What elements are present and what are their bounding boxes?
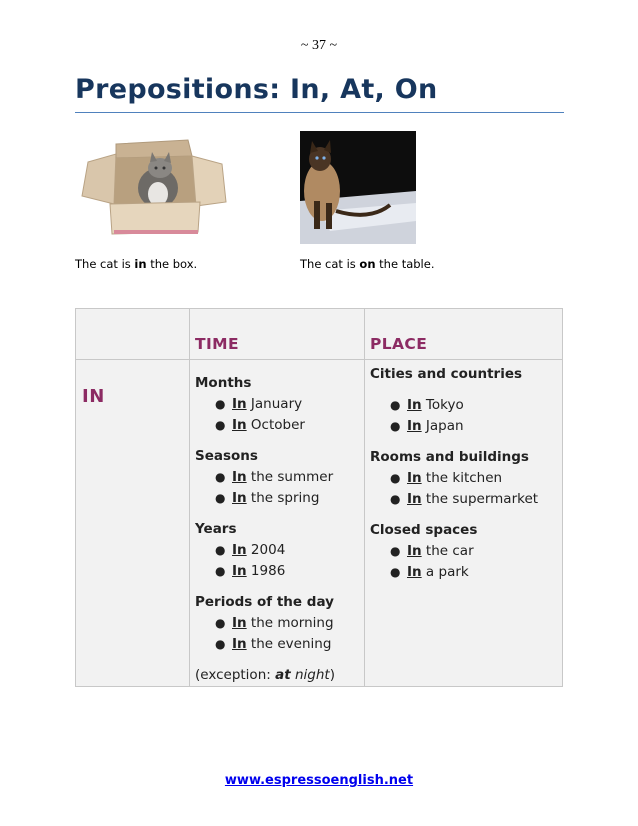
section-title: Closed spaces <box>370 522 478 538</box>
keyword: In <box>407 470 422 486</box>
section-title: Rooms and buildings <box>370 449 529 465</box>
item-text: January <box>246 396 303 412</box>
caption-text: the table. <box>375 257 435 271</box>
section-title: Seasons <box>195 448 258 464</box>
bullet-icon: ● <box>215 564 226 578</box>
item-text: the summer <box>246 469 334 485</box>
time-section-periods <box>195 592 335 655</box>
page-number: ~ 37 ~ <box>300 38 338 53</box>
column-divider <box>189 309 190 686</box>
item-text: 1986 <box>246 563 286 579</box>
item-text: October <box>246 417 305 433</box>
item-text: the morning <box>246 615 334 631</box>
time-section-seasons <box>195 446 335 509</box>
item-text: the car <box>421 543 474 559</box>
place-section-cities <box>370 364 538 437</box>
list-item <box>195 561 335 582</box>
keyword: In <box>232 615 247 631</box>
column-divider <box>364 309 365 686</box>
header-place: PLACE <box>370 335 428 353</box>
keyword: In <box>232 490 247 506</box>
place-section-closed <box>370 520 538 583</box>
list-item <box>370 541 538 562</box>
bullet-icon: ● <box>390 398 401 412</box>
header-time: TIME <box>195 335 239 353</box>
item-text: the supermarket <box>421 491 539 507</box>
list-item <box>195 634 335 655</box>
exception-note <box>195 665 335 686</box>
list-item <box>195 467 335 488</box>
caption-text: The cat is <box>300 257 360 271</box>
item-text: Tokyo <box>421 397 464 413</box>
keyword: In <box>232 396 247 412</box>
caption-text: The cat is <box>75 257 135 271</box>
bullet-icon: ● <box>215 491 226 505</box>
section-title: Months <box>195 375 252 391</box>
bullet-icon: ● <box>390 565 401 579</box>
place-column <box>370 364 538 583</box>
list-item <box>195 415 335 436</box>
caption-cat-on-table <box>300 257 434 271</box>
note-text: ) <box>329 667 335 683</box>
keyword: In <box>407 543 422 559</box>
list-item <box>370 562 538 583</box>
item-text: the kitchen <box>421 470 503 486</box>
bullet-icon: ● <box>390 419 401 433</box>
keyword: In <box>232 417 247 433</box>
bullet-icon: ● <box>390 471 401 485</box>
page-title: Prepositions: In, At, On <box>75 74 438 105</box>
bullet-icon: ● <box>215 543 226 557</box>
note-keyword: at <box>275 667 291 683</box>
bullet-icon: ● <box>215 418 226 432</box>
item-text: the evening <box>246 636 332 652</box>
bullet-icon: ● <box>215 637 226 651</box>
caption-cat-in-box <box>75 257 197 271</box>
list-item <box>370 489 538 510</box>
keyword: In <box>232 636 247 652</box>
prepositions-table <box>75 308 563 687</box>
cat-in-box-image <box>80 134 228 238</box>
item-text: 2004 <box>246 542 286 558</box>
bullet-icon: ● <box>215 397 226 411</box>
keyword: In <box>407 397 422 413</box>
keyword: In <box>407 418 422 434</box>
list-item <box>370 416 538 437</box>
caption-keyword: in <box>134 257 147 271</box>
item-text: Japan <box>421 418 464 434</box>
cat-on-table-image <box>300 131 416 244</box>
item-text: the spring <box>246 490 320 506</box>
list-item <box>195 488 335 509</box>
section-title: Years <box>195 521 237 537</box>
section-title: Cities and countries <box>370 366 523 382</box>
list-item <box>370 395 538 416</box>
note-text: (exception: <box>195 667 276 683</box>
list-item <box>195 540 335 561</box>
bullet-icon: ● <box>215 616 226 630</box>
bullet-icon: ● <box>390 492 401 506</box>
caption-keyword: on <box>359 257 376 271</box>
item-text: a park <box>421 564 469 580</box>
keyword: In <box>232 563 247 579</box>
list-item <box>370 468 538 489</box>
list-item <box>195 613 335 634</box>
caption-text: the box. <box>146 257 198 271</box>
time-section-months <box>195 373 335 436</box>
title-underline <box>75 112 564 113</box>
website-link[interactable]: www.espressoenglish.net <box>224 773 414 788</box>
list-item <box>195 394 335 415</box>
place-section-rooms <box>370 447 538 510</box>
row-label-in: IN <box>82 386 105 407</box>
keyword: In <box>232 542 247 558</box>
keyword: In <box>232 469 247 485</box>
section-title: Periods of the day <box>195 594 334 610</box>
header-divider <box>76 359 562 360</box>
note-word: night <box>294 667 330 683</box>
keyword: In <box>407 564 422 580</box>
time-column <box>195 373 335 686</box>
time-section-years <box>195 519 335 582</box>
bullet-icon: ● <box>390 544 401 558</box>
keyword: In <box>407 491 422 507</box>
bullet-icon: ● <box>215 470 226 484</box>
